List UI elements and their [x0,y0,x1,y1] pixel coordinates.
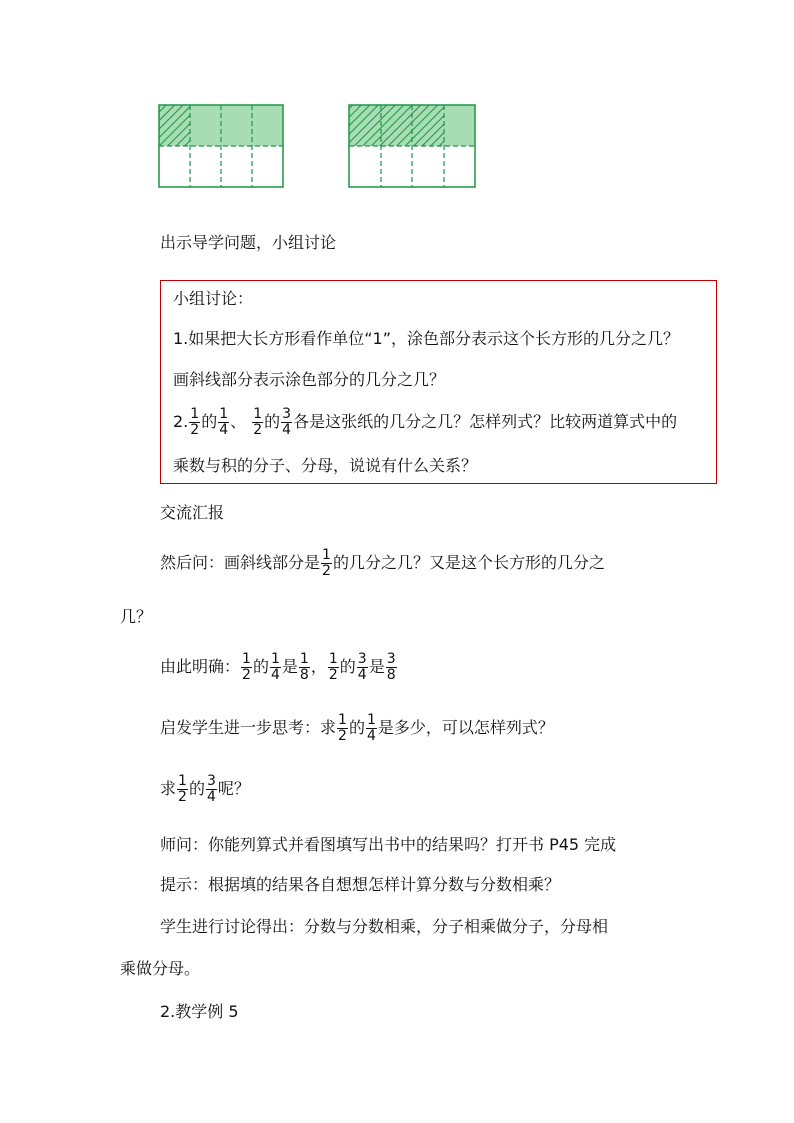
intro-line: 出示导学问题，小组讨论 [160,233,337,252]
fraction-half: $\frac{1}{2}$ [190,406,200,438]
inspire-line: 启发学生进一步思考：求 $\frac{1}{2}$ 的 $\frac{1}{4}$ 是多少，可以怎样列式？ [160,712,554,744]
right-hatched-part [349,105,444,146]
discussion-q1a: 1.如果把大长方形看作单位“1”，涂色部分表示这个长方形的几分之几？ [173,329,680,348]
fraction-diagrams [150,95,490,195]
right-rectangle-diagram [349,105,475,187]
left-rectangle-diagram [159,105,283,187]
fraction-three-quarters: $\frac{3}{4}$ [282,406,292,438]
then-ask-continuation: 几？ [120,607,153,626]
fraction-half: $\frac{1}{2}$ [322,547,331,579]
hint-line: 提示：根据填的结果各自想想怎样计算分数与分数相乘？ [160,875,561,894]
discussion-title: 小组讨论： [173,289,254,308]
left-hatched-part [159,105,190,146]
fraction-quarter: $\frac{1}{4}$ [219,406,229,438]
discussion-q1b: 画斜线部分表示涂色部分的几分之几？ [173,370,446,389]
conclusion-line-2: 乘做分母。 [120,959,201,978]
then-ask-line: 然后问：画斜线部分是 $\frac{1}{2}$ 的几分之几？又是这个长方形的几分之 [160,547,605,579]
example-heading: 2.教学例 5 [160,1002,239,1021]
conclusion-line-1: 学生进行讨论得出：分数与分数相乘，分子相乘做分子，分母相 [160,917,609,936]
teacher-question: 师问：你能列算式并看图填写出书中的结果吗？打开书 P45 完成 [160,835,617,854]
discussion-q2b: 乘数与积的分子、分母，说说有什么关系？ [173,456,478,475]
clarify-line: 由此明确： $\frac{1}{2}$ 的 $\frac{1}{4}$ 是 $\frac{1}{8}$ ， $\frac{1}{2}$ 的 $\frac{3}{4}$ 是 $\frac{3}{8}$ [160,651,396,683]
fraction-half: $\frac{1}{2}$ [253,406,263,438]
ask-again-line: 求 $\frac{1}{2}$ 的 $\frac{3}{4}$ 呢？ [160,773,250,805]
discussion-q2a: 2. $\frac{1}{2}$ 的 $\frac{1}{4}$ 、 $\frac{1}{2}$ 的 $\frac{3}{4}$ 各是这张纸的几分之几？怎样列式？比较两道算式中的 [173,406,678,438]
report-heading: 交流汇报 [160,503,225,522]
